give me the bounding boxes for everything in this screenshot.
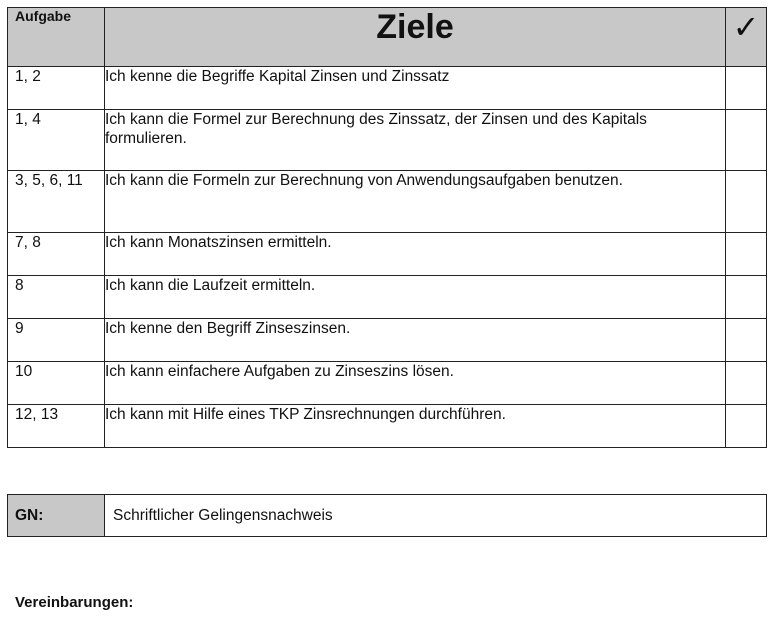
task-cell: 1, 4 bbox=[8, 110, 105, 171]
check-cell[interactable] bbox=[726, 110, 767, 171]
task-cell: 7, 8 bbox=[8, 233, 105, 276]
goal-row bbox=[8, 171, 767, 233]
check-cell[interactable] bbox=[726, 171, 767, 233]
gn-label: GN: bbox=[8, 495, 105, 537]
task-cell: 9 bbox=[8, 319, 105, 362]
goal-cell: Ich kann die Laufzeit ermitteln. bbox=[105, 276, 726, 319]
check-cell[interactable] bbox=[726, 405, 767, 448]
check-cell[interactable] bbox=[726, 233, 767, 276]
gn-text: Schriftlicher Gelingensnachweis bbox=[105, 495, 767, 537]
header-goals: Ziele bbox=[105, 8, 726, 67]
goal-cell: Ich kann einfachere Aufgaben zu Zinseszins lösen. bbox=[105, 362, 726, 405]
agreements-heading: Vereinbarungen: bbox=[15, 594, 134, 611]
check-cell[interactable] bbox=[726, 319, 767, 362]
goal-row bbox=[8, 276, 767, 319]
task-cell: 10 bbox=[8, 362, 105, 405]
goal-cell: Ich kenne den Begriff Zinseszinsen. bbox=[105, 319, 726, 362]
header-task: Aufgabe bbox=[8, 8, 105, 67]
goal-cell: Ich kann mit Hilfe eines TKP Zinsrechnungen durchführen. bbox=[105, 405, 726, 448]
goal-cell: Ich kann die Formeln zur Berechnung von Anwendungsaufgaben benutzen. bbox=[105, 171, 726, 233]
goal-row bbox=[8, 405, 767, 448]
check-cell[interactable] bbox=[726, 362, 767, 405]
goals-header-row bbox=[8, 8, 767, 67]
goals-table bbox=[7, 7, 767, 448]
goal-cell: Ich kenne die Begriffe Kapital Zinsen und Zinssatz bbox=[105, 67, 726, 110]
goal-row bbox=[8, 67, 767, 110]
task-cell: 8 bbox=[8, 276, 105, 319]
gn-table bbox=[7, 494, 767, 537]
header-check: ✓ bbox=[726, 8, 767, 67]
task-cell: 12, 13 bbox=[8, 405, 105, 448]
goal-row bbox=[8, 319, 767, 362]
check-cell[interactable] bbox=[726, 276, 767, 319]
goal-row bbox=[8, 110, 767, 171]
task-cell: 1, 2 bbox=[8, 67, 105, 110]
goal-cell: Ich kann Monatszinsen ermitteln. bbox=[105, 233, 726, 276]
goal-row bbox=[8, 233, 767, 276]
gn-row bbox=[8, 495, 767, 537]
task-cell: 3, 5, 6, 11 bbox=[8, 171, 105, 233]
goal-row bbox=[8, 362, 767, 405]
goal-cell: Ich kann die Formel zur Berechnung des Zinssatz, der Zinsen und des Kapitals formulieren. bbox=[105, 110, 726, 171]
check-cell[interactable] bbox=[726, 67, 767, 110]
